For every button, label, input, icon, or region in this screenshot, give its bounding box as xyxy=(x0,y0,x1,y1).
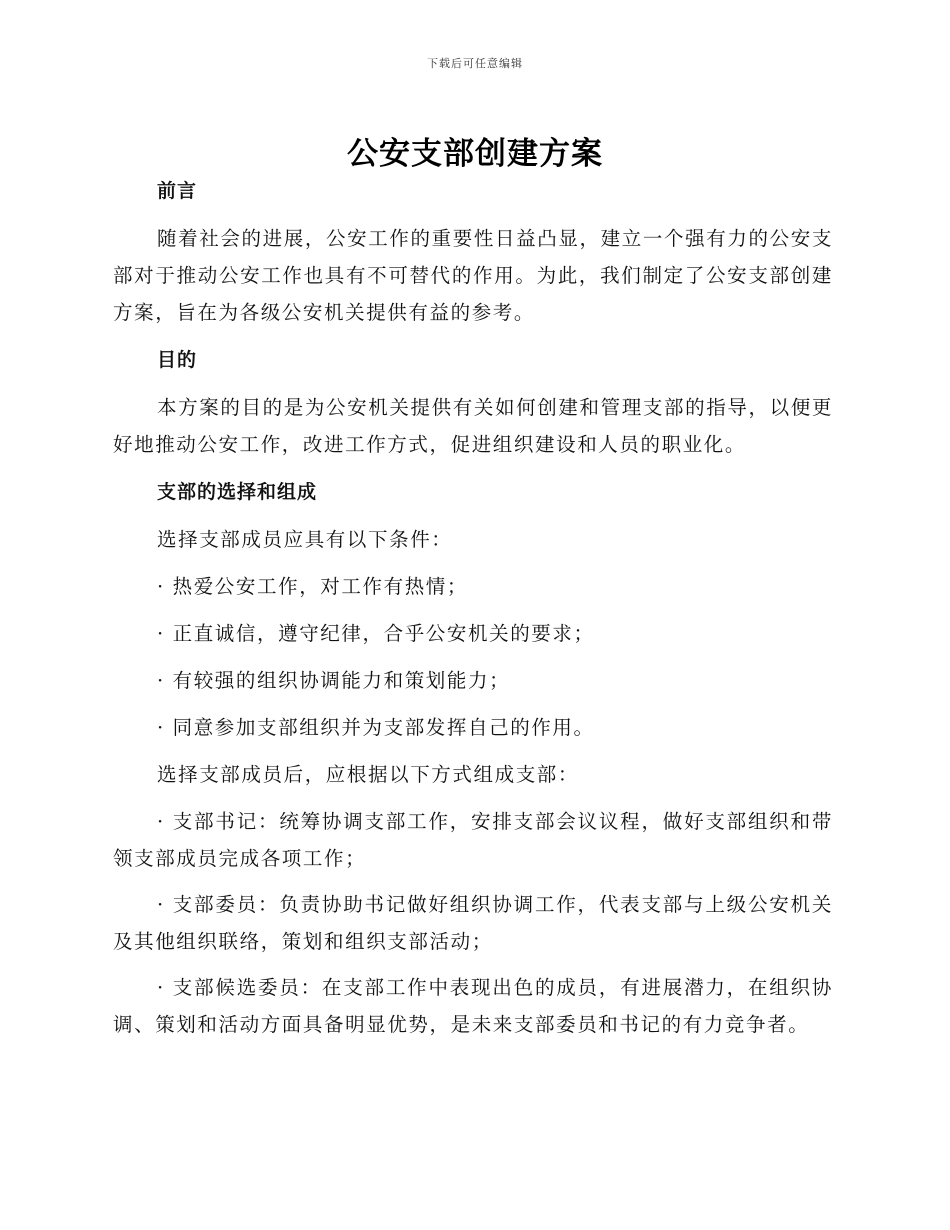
role-item-member: · 支部委员：负责协助书记做好组织协调工作，代表支部与上级公安机关及其他组织联络，策划和组织支部活动； xyxy=(113,893,833,953)
role-item-candidate: · 支部候选委员：在支部工作中表现出色的成员，有进展潜力，在组织协调、策划和活动方面具备明显优势，是未来支部委员和书记的有力竞争者。 xyxy=(113,976,833,1036)
preface-paragraph: 随着社会的进展，公安工作的重要性日益凸显，建立一个强有力的公安支部对于推动公安工作也具有不可替代的作用。为此，我们制定了公安支部创建方案，旨在为各级公安机关提供有益的参考。 xyxy=(113,227,833,324)
section-heading-selection: 支部的选择和组成 xyxy=(157,481,318,503)
condition-item: · 正直诚信，遵守纪律，合乎公安机关的要求； xyxy=(157,622,595,645)
composition-intro: 选择支部成员后，应根据以下方式组成支部： xyxy=(157,763,580,786)
document-title: 公安支部创建方案 xyxy=(347,136,603,172)
document-body xyxy=(113,176,833,1052)
section-heading-purpose: 目的 xyxy=(157,349,198,371)
section-heading-preface: 前言 xyxy=(157,180,198,202)
page-header-note: 下载后可任意编辑 xyxy=(427,57,523,70)
role-item-secretary: · 支部书记：统筹协调支部工作，安排支部会议议程，做好支部组织和带领支部成员完成各项工作； xyxy=(113,810,833,870)
condition-item: · 有较强的组织协调能力和策划能力； xyxy=(157,669,511,692)
purpose-paragraph: 本方案的目的是为公安机关提供有关如何创建和管理支部的指导，以便更好地推动公安工作，改进工作方式，促进组织建设和人员的职业化。 xyxy=(113,396,833,456)
condition-item: · 热爱公安工作，对工作有热情； xyxy=(157,575,468,598)
condition-item: · 同意参加支部组织并为支部发挥自己的作用。 xyxy=(157,716,595,739)
selection-intro: 选择支部成员应具有以下条件： xyxy=(157,528,453,551)
